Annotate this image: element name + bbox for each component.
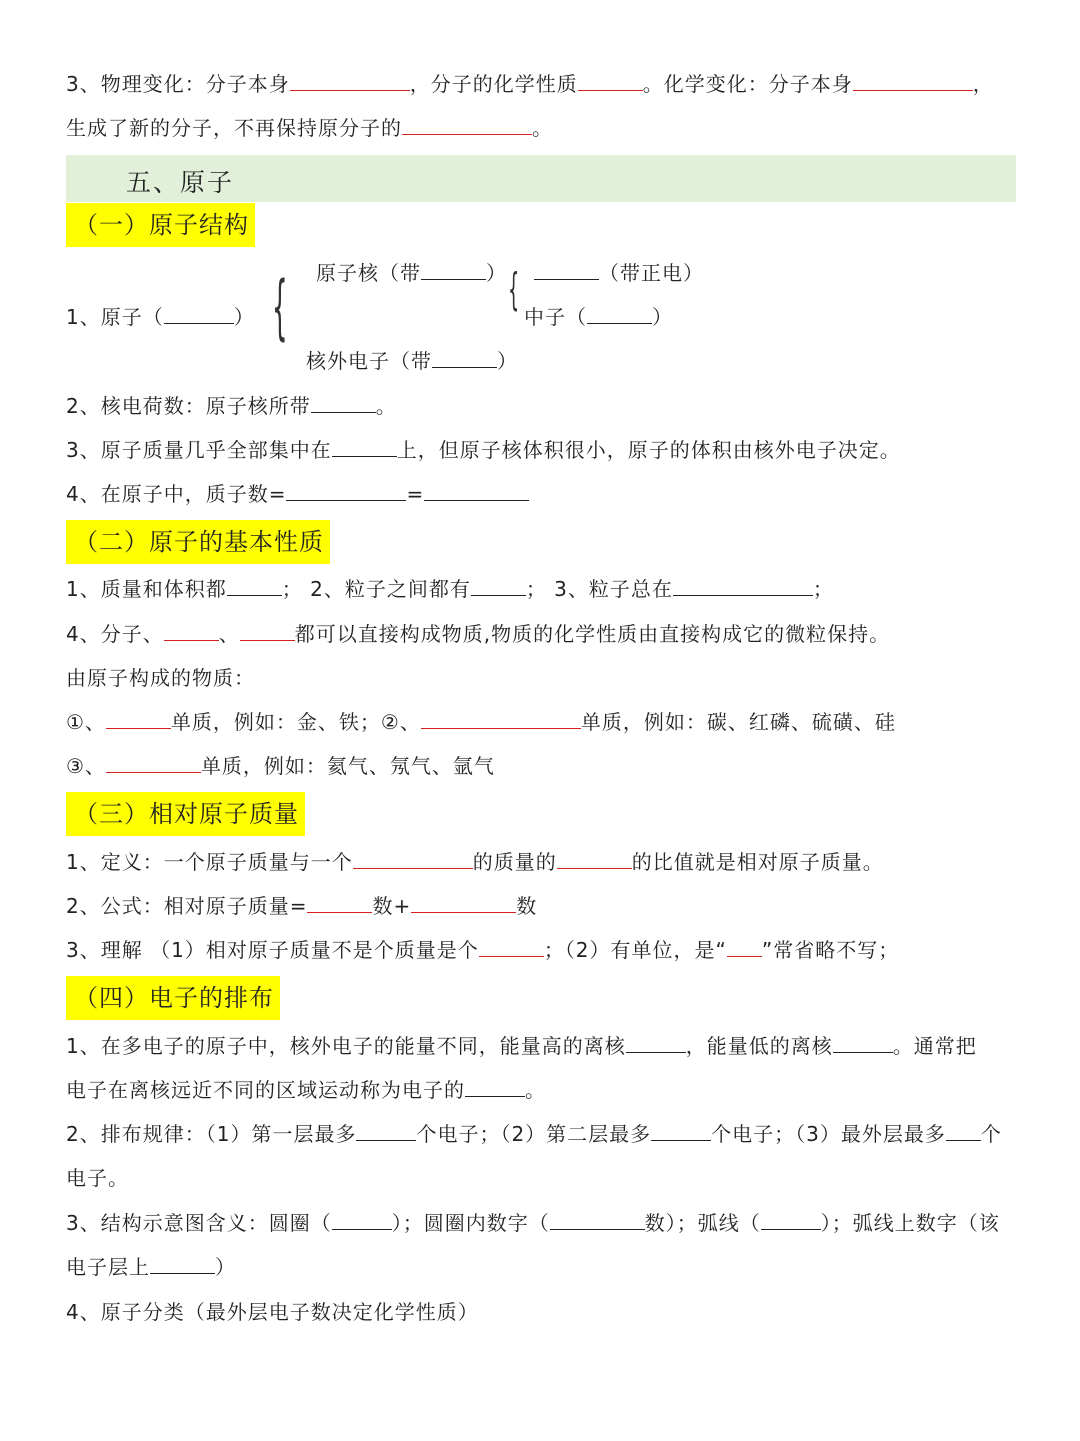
- text: =: [406, 482, 425, 506]
- text: 上，但原子核体积很小，原子的体积由核外电子决定。: [396, 438, 901, 462]
- text: 1、在多电子的原子中，核外电子的能量不同，能量高的离核: [66, 1034, 626, 1058]
- proton-line: [534, 259, 704, 287]
- blank[interactable]: [471, 594, 526, 596]
- blank[interactable]: [833, 1051, 893, 1053]
- blank[interactable]: [402, 133, 532, 135]
- rule-line-b: 电子。: [66, 1166, 129, 1190]
- blank[interactable]: [424, 499, 529, 501]
- classification-line: 4、原子分类（最外层电子数决定化学性质）: [66, 1300, 479, 1324]
- blank[interactable]: [761, 1228, 821, 1230]
- text: ）；弧线上数字（该: [820, 1211, 1000, 1235]
- blank[interactable]: [578, 89, 643, 91]
- section-header: [66, 155, 1016, 202]
- blank[interactable]: [164, 322, 234, 324]
- section-title: 五、原子: [126, 168, 235, 197]
- blank[interactable]: [106, 727, 171, 729]
- text: ”常省略不写；: [761, 938, 900, 962]
- text: 。: [532, 116, 553, 140]
- text: ）: [497, 349, 518, 373]
- text: 个电子；（3）最外层最多: [711, 1122, 946, 1146]
- text: 4、分子、: [66, 622, 164, 646]
- heading-relative-atomic-mass: （三）相对原子质量: [66, 792, 305, 836]
- blank[interactable]: [626, 1051, 686, 1053]
- text: 4、在原子中，质子数=: [66, 482, 287, 506]
- blank[interactable]: [411, 911, 516, 913]
- text: 3、理解 （1）相对原子质量不是个质量是个: [66, 938, 479, 962]
- text: 1、定义：一个原子质量与一个: [66, 850, 353, 874]
- text: 单质，例如：氦气、氖气、氩气: [200, 754, 495, 778]
- blank[interactable]: [290, 89, 410, 91]
- proton-number-line: [66, 480, 529, 508]
- nuclear-charge-line: [66, 392, 397, 420]
- text: 2、核电荷数：原子核所带: [66, 394, 311, 418]
- text: 2、公式：相对原子质量=: [66, 894, 308, 918]
- substance-line-3: [66, 752, 495, 780]
- text: 单质，例如：金、铁；②、: [170, 710, 421, 734]
- text: 。通常把: [892, 1034, 977, 1058]
- text: 、: [218, 622, 240, 646]
- text: ）；圆圈内数字（: [391, 1211, 550, 1235]
- blank[interactable]: [534, 278, 599, 280]
- text: ，: [972, 72, 994, 96]
- text: ，能量低的离核: [685, 1034, 833, 1058]
- chemical-change-line: [66, 114, 553, 142]
- blank[interactable]: [286, 499, 406, 501]
- text: 的质量的: [472, 850, 557, 874]
- heading-atom-properties: （二）原子的基本性质: [66, 520, 330, 564]
- text: ；: [812, 577, 834, 601]
- blank[interactable]: [307, 911, 372, 913]
- text: 3、物理变化：分子本身: [66, 72, 290, 96]
- text: 个电子；（2）第二层最多: [416, 1122, 652, 1146]
- text: ，分子的化学性质: [409, 72, 578, 96]
- definition-line: [66, 848, 884, 876]
- neutron-line: [524, 303, 673, 331]
- heading-atom-structure: （一）原子结构: [66, 203, 255, 247]
- text: 。: [525, 1078, 546, 1102]
- blank[interactable]: [557, 867, 632, 869]
- blank[interactable]: [853, 89, 973, 91]
- blank[interactable]: [311, 411, 376, 413]
- text: ）: [233, 305, 255, 329]
- text: ）: [652, 305, 673, 329]
- text: 1、质量和体积都: [66, 577, 227, 601]
- blank[interactable]: [421, 727, 581, 729]
- text: ； 3、粒子总在: [525, 577, 673, 601]
- text: 核外电子（带: [306, 349, 432, 373]
- blank[interactable]: [353, 867, 473, 869]
- blank[interactable]: [332, 455, 397, 457]
- text: ；（2）有单位，是“: [543, 938, 727, 962]
- text: 单质，例如：碳、红磷、硫磺、硅: [580, 710, 896, 734]
- energy-line-a: [66, 1032, 977, 1060]
- blank[interactable]: [106, 771, 201, 773]
- substance-line-1: [66, 708, 896, 736]
- text: 电子层上: [66, 1255, 150, 1279]
- text: 原子核（带: [316, 261, 421, 285]
- brace-big: {: [272, 266, 288, 348]
- properties-line-1: [66, 575, 834, 603]
- text: 个: [980, 1122, 1002, 1146]
- blank[interactable]: [150, 1272, 215, 1274]
- blank[interactable]: [727, 955, 762, 957]
- rule-line-a: [66, 1120, 1002, 1148]
- atom-mass-line: [66, 436, 901, 464]
- electron-line: [306, 347, 518, 375]
- blank[interactable]: [332, 1228, 392, 1230]
- text: （带正电）: [599, 261, 704, 285]
- diagram-line-a: [66, 1209, 1000, 1237]
- text: 数）；弧线（: [644, 1211, 761, 1235]
- text: 中子（: [524, 305, 587, 329]
- text: 3、原子质量几乎全部集中在: [66, 438, 332, 462]
- blank[interactable]: [164, 639, 219, 641]
- blank[interactable]: [356, 1139, 416, 1141]
- blank[interactable]: [587, 322, 652, 324]
- text: ）: [215, 1255, 236, 1279]
- blank[interactable]: [479, 955, 544, 957]
- blank[interactable]: [421, 278, 486, 280]
- blank[interactable]: [651, 1139, 711, 1141]
- text: 数+: [372, 894, 412, 918]
- blank[interactable]: [673, 594, 813, 596]
- text: ）: [486, 261, 507, 285]
- brace-small: {: [508, 264, 520, 315]
- formula-line: [66, 892, 537, 920]
- blank[interactable]: [465, 1095, 525, 1097]
- physics-change-line: [66, 70, 994, 98]
- blank[interactable]: [432, 366, 497, 368]
- text: ③、: [66, 754, 106, 778]
- text: 。: [375, 394, 397, 418]
- blank[interactable]: [240, 639, 295, 641]
- text: 电子在离核远近不同的区域运动称为电子的: [66, 1078, 465, 1102]
- text: ； 2、粒子之间都有: [281, 577, 471, 601]
- text: 3、结构示意图含义：圆圈（: [66, 1211, 332, 1235]
- text: 2、排布规律：（1）第一层最多: [66, 1122, 357, 1146]
- text: 1、原子（: [66, 305, 164, 329]
- diagram-line-b: [66, 1253, 236, 1281]
- heading-electron-arrangement: （四）电子的排布: [66, 976, 280, 1020]
- nucleus-line: [316, 259, 507, 287]
- text: 生成了新的分子，不再保持原分子的: [66, 116, 402, 140]
- atom-line: [66, 303, 255, 331]
- atom-substance-subtitle: 由原子构成的物质：: [66, 666, 255, 690]
- blank[interactable]: [946, 1139, 981, 1141]
- text: 的比值就是相对原子质量。: [631, 850, 884, 874]
- text: 数: [516, 894, 538, 918]
- blank[interactable]: [550, 1228, 645, 1230]
- properties-line-4: [66, 620, 890, 648]
- text: ①、: [66, 710, 106, 734]
- energy-line-b: [66, 1076, 546, 1104]
- understanding-line: [66, 936, 899, 964]
- text: 。化学变化：分子本身: [642, 72, 853, 96]
- blank[interactable]: [227, 594, 282, 596]
- text: 都可以直接构成物质,物质的化学性质由直接构成它的微粒保持。: [294, 622, 891, 646]
